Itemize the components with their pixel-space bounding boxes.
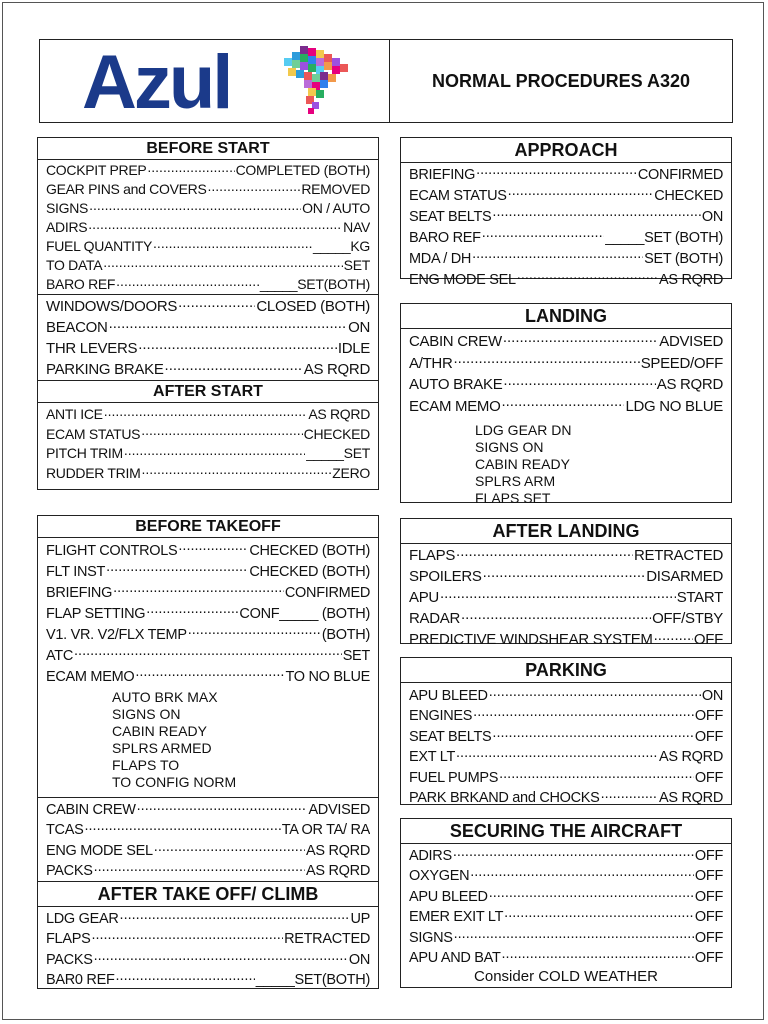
parking-list — [401, 683, 731, 808]
item-value: START — [676, 589, 723, 606]
item-value: AS RQRD — [659, 271, 723, 288]
leader-dots — [109, 317, 348, 332]
approach-list — [401, 163, 731, 290]
page-title: NORMAL PROCEDURES A320 — [431, 70, 691, 91]
item-label: PARK BRKAND and CHOCKS — [409, 790, 600, 806]
before-takeoff-list-2 — [38, 797, 378, 881]
azul-logo: Azul — [82, 40, 231, 125]
item-value: CLOSED (BOTH) — [256, 298, 370, 315]
landing-memo — [401, 417, 731, 507]
item-value: OFF — [694, 929, 723, 946]
checklist-row — [409, 948, 723, 969]
item-value: RETRACTED — [634, 547, 723, 564]
leader-dots — [654, 629, 693, 644]
leader-dots — [116, 970, 255, 985]
leader-dots — [89, 199, 301, 213]
item-value: ON — [701, 208, 723, 225]
item-label: BEACON — [46, 319, 108, 336]
landing-list — [401, 329, 731, 417]
leader-dots — [492, 726, 693, 741]
checklist-row — [409, 706, 723, 727]
checklist-row — [46, 840, 370, 861]
leader-dots — [88, 218, 342, 232]
checklist-row — [46, 296, 370, 317]
item-label: FUEL PUMPS — [409, 769, 499, 786]
checklist-row — [46, 256, 370, 275]
checklist-row — [409, 927, 723, 948]
leader-dots — [137, 799, 308, 814]
leader-dots — [178, 296, 255, 311]
checklist-row — [46, 237, 370, 256]
item-label: TCAS — [46, 822, 84, 838]
checklist-row — [46, 444, 370, 464]
item-value: ZERO — [332, 464, 370, 481]
item-label: APU — [409, 589, 439, 606]
item-label: FLAP SETTING — [46, 605, 146, 622]
section-title: BEFORE TAKEOFF — [38, 516, 378, 538]
leader-dots — [113, 582, 284, 597]
item-label: ENG MODE SEL — [46, 842, 153, 859]
leader-dots — [135, 666, 284, 681]
leader-dots — [147, 161, 234, 175]
brazil-map-icon — [278, 46, 350, 116]
parking-section — [400, 657, 732, 805]
item-value: AS RQRD — [306, 842, 370, 859]
checklist-row — [409, 269, 723, 290]
section-title: AFTER TAKE OFF/ CLIMB — [38, 881, 378, 907]
item-value: SPEED/OFF — [640, 354, 723, 372]
item-value: ON — [348, 951, 370, 968]
checklist-row — [46, 820, 370, 841]
item-value: IDLE — [337, 340, 370, 357]
item-value: AS RQRD — [306, 863, 370, 879]
leader-dots — [502, 948, 694, 963]
item-value: _____SET(BOTH) — [259, 276, 370, 292]
item-label: CABIN CREW — [46, 801, 136, 818]
checklist-row — [409, 629, 723, 650]
section-title: SECURING THE AIRCRAFT — [401, 819, 731, 844]
checklist-row — [409, 747, 723, 768]
item-value: OFF — [694, 950, 723, 966]
leader-dots — [454, 353, 640, 368]
leader-dots — [178, 540, 248, 555]
item-value: CONFIRMED — [284, 584, 370, 601]
leader-dots — [476, 164, 637, 179]
item-label: RUDDER TRIM — [46, 464, 141, 481]
checklist-row — [409, 845, 723, 866]
item-label: APU AND BAT — [409, 950, 501, 966]
checklist-row — [46, 645, 370, 666]
item-value: LDG NO BLUE — [625, 397, 723, 415]
item-value: REMOVED — [301, 181, 370, 197]
memo-line: TO CONFIG NORM — [112, 774, 237, 790]
memo-line: AUTO BRK MAX — [112, 689, 218, 705]
checklist-row — [46, 582, 370, 603]
item-label: APU BLEED — [409, 888, 488, 905]
item-label: COCKPIT PREP — [46, 162, 147, 178]
landing-section — [400, 303, 732, 506]
item-label: ANTI ICE — [46, 406, 103, 422]
checklist-row — [409, 587, 723, 608]
item-value: CHECKED (BOTH) — [249, 563, 370, 580]
item-value: AS RQRD — [308, 406, 370, 422]
securing-list — [401, 844, 731, 968]
checklist-row — [409, 374, 723, 396]
item-label: WINDOWS/DOORS — [46, 298, 178, 315]
item-value: _____SET(BOTH) — [255, 972, 370, 988]
leader-dots — [208, 180, 301, 194]
checklist-row — [46, 540, 370, 561]
leader-dots — [154, 840, 305, 855]
item-value: AS RQRD — [659, 790, 723, 806]
checklist-row — [46, 799, 370, 820]
checklist-row — [46, 861, 370, 882]
checklist-row — [46, 425, 370, 445]
item-value: (BOTH) — [321, 626, 370, 643]
item-label: PITCH TRIM — [46, 445, 123, 461]
leader-dots — [103, 256, 342, 270]
logo-cell — [40, 40, 390, 125]
leader-dots — [165, 359, 303, 374]
item-label: BRIEFING — [409, 166, 476, 183]
checklist-row — [46, 908, 370, 929]
item-label: APU BLEED — [409, 687, 488, 704]
item-label: ECAM STATUS — [46, 425, 141, 442]
after-landing-section — [400, 518, 732, 648]
checklist-row — [409, 185, 723, 206]
checklist-row — [409, 566, 723, 587]
item-value: TO NO BLUE — [285, 668, 370, 685]
item-value: _____SET — [306, 445, 370, 461]
leader-dots — [94, 861, 305, 876]
item-label: ECAM MEMO — [409, 397, 501, 415]
approach-section — [400, 137, 732, 288]
section-title: LANDING — [401, 304, 731, 329]
checklist-row — [46, 199, 370, 218]
item-label: LDG GEAR — [46, 910, 119, 927]
item-label: ENG MODE SEL — [409, 271, 516, 288]
checklist-row — [409, 396, 723, 418]
item-label: BARO REF — [46, 276, 116, 292]
item-label: THR LEVERS — [46, 340, 138, 357]
item-value: OFF — [694, 769, 723, 786]
memo-line: FLAPS TO — [112, 757, 180, 773]
item-label: BARO REF — [409, 229, 481, 246]
before-start-list — [38, 160, 378, 294]
item-value: CHECKED — [654, 187, 723, 204]
leader-dots — [453, 845, 694, 860]
leader-dots — [116, 275, 259, 289]
checklist-row — [46, 218, 370, 237]
checklist-row — [409, 206, 723, 227]
leader-dots — [508, 185, 654, 200]
item-value: DISARMED — [646, 568, 723, 585]
item-value: CONF_____ (BOTH) — [239, 605, 370, 622]
checklist-row — [46, 603, 370, 624]
item-label: PACKS — [46, 951, 93, 968]
item-label: PACKS — [46, 863, 93, 879]
leader-dots — [492, 206, 700, 221]
item-label: ENGINES — [409, 708, 473, 724]
section-title: AFTER START — [38, 380, 378, 403]
leader-dots — [461, 608, 651, 623]
checklist-row — [46, 970, 370, 991]
checklist-row — [46, 624, 370, 645]
leader-dots — [482, 227, 605, 242]
item-label: SIGNS — [409, 929, 453, 946]
checklist-row — [46, 929, 370, 950]
item-value: CHECKED — [303, 425, 370, 442]
item-label: ATC — [46, 647, 74, 664]
note-text: Consider COLD WEATHER — [474, 968, 658, 985]
leader-dots — [141, 425, 302, 439]
leader-dots — [483, 566, 646, 581]
before-start-section — [37, 137, 379, 490]
item-label: BRIEFING — [46, 584, 113, 601]
leader-dots — [501, 396, 624, 411]
item-label: GEAR PINS and COVERS — [46, 181, 207, 197]
item-value: OFF/STBY — [652, 610, 723, 627]
item-label: ECAM STATUS — [409, 187, 507, 204]
leader-dots — [153, 237, 312, 251]
item-label: AUTO BRAKE — [409, 376, 503, 393]
leader-dots — [84, 820, 280, 835]
item-value: ON / AUTO — [302, 200, 370, 216]
leader-dots — [124, 444, 305, 458]
memo-line: CABIN READY — [475, 456, 570, 472]
leader-dots — [440, 587, 676, 602]
item-value: _____SET (BOTH) — [605, 229, 723, 246]
leader-dots — [104, 405, 308, 419]
checklist-row — [46, 949, 370, 970]
checklist-row — [409, 545, 723, 566]
item-value: TA OR TA/ RA — [281, 822, 370, 838]
checklist-row — [409, 331, 723, 353]
leader-dots — [489, 685, 701, 700]
checklist-row — [46, 464, 370, 484]
item-value: SET — [343, 257, 370, 273]
item-value: UP — [350, 910, 370, 927]
item-label: ECAM MEMO — [46, 668, 135, 685]
item-value: OFF — [694, 909, 723, 925]
checklist-row — [409, 767, 723, 788]
item-label: FLT INST — [46, 563, 106, 580]
item-label: A/THR — [409, 354, 453, 372]
checklist-row — [409, 726, 723, 747]
memo-line: SIGNS ON — [475, 439, 544, 455]
item-label: SPOILERS — [409, 568, 482, 585]
leader-dots — [188, 624, 321, 639]
leader-dots — [517, 269, 658, 284]
item-label: FUEL QUANTITY — [46, 238, 153, 254]
memo-line: SIGNS ON — [112, 706, 181, 722]
item-value: OFF — [694, 888, 723, 905]
item-label: FLIGHT CONTROLS — [46, 542, 178, 559]
item-label: OXYGEN — [409, 868, 470, 884]
checklist-row — [409, 788, 723, 809]
checklist-row — [409, 907, 723, 928]
checklist-row — [409, 886, 723, 907]
section-title: APPROACH — [401, 138, 731, 163]
memo-line: LDG GEAR DN — [475, 422, 572, 438]
item-value: SET — [342, 647, 370, 664]
item-value: ON — [701, 687, 723, 704]
item-value: AS RQRD — [303, 361, 370, 378]
leader-dots — [472, 248, 643, 263]
checklist-row — [409, 227, 723, 248]
item-value: NAV — [343, 219, 370, 235]
item-value: AS RQRD — [656, 376, 723, 393]
leader-dots — [138, 338, 337, 353]
item-label: FLAPS — [409, 547, 456, 564]
item-label: SEAT BELTS — [409, 208, 492, 225]
leader-dots — [470, 866, 694, 881]
item-label: ADIRS — [409, 847, 452, 864]
item-value: AS RQRD — [659, 749, 723, 765]
after-takeoff-list — [38, 907, 378, 990]
checklist-row — [409, 164, 723, 185]
leader-dots — [91, 929, 283, 944]
checklist-row — [46, 317, 370, 338]
item-value: OFF — [694, 728, 723, 745]
checklist-row — [46, 666, 370, 687]
item-label: MDA / DH — [409, 250, 472, 267]
leader-dots — [456, 545, 633, 560]
leader-dots — [499, 767, 694, 782]
after-landing-list — [401, 544, 731, 650]
leader-dots — [141, 464, 331, 478]
memo-line: CABIN READY — [112, 723, 207, 739]
item-value: CONFIRMED — [637, 166, 723, 183]
checklist-row — [409, 248, 723, 269]
memo-line: SPLRS ARM — [475, 473, 556, 489]
item-value: OFF — [694, 847, 723, 864]
before-start-list-2 — [38, 294, 378, 380]
checklist-row — [46, 359, 370, 380]
memo-line: FLAPS SET — [475, 490, 551, 506]
checklist-row — [46, 275, 370, 294]
leader-dots — [489, 886, 694, 901]
item-label: SIGNS — [46, 200, 89, 216]
checklist-row — [46, 338, 370, 359]
checklist-row — [46, 561, 370, 582]
item-label: RADAR — [409, 610, 461, 627]
header — [39, 39, 733, 123]
leader-dots — [473, 706, 694, 721]
item-value: CHECKED (BOTH) — [249, 542, 370, 559]
checklist-row — [46, 161, 370, 180]
item-value: COMPLETED (BOTH) — [235, 162, 370, 178]
leader-dots — [454, 927, 694, 942]
before-takeoff-memo — [38, 687, 378, 797]
checklist-row — [46, 180, 370, 199]
item-value: ON — [348, 319, 370, 336]
item-value: OFF — [694, 708, 723, 724]
leader-dots — [503, 331, 658, 346]
leader-dots — [74, 645, 342, 660]
checklist-row — [409, 685, 723, 706]
item-label: V1. VR. V2/FLX TEMP — [46, 626, 187, 643]
item-value: ADVISED — [308, 801, 370, 818]
item-label: BAR0 REF — [46, 972, 115, 988]
item-label: FLAPS — [46, 931, 91, 947]
item-label: ADIRS — [46, 219, 88, 235]
securing-section — [400, 818, 732, 988]
after-start-list — [38, 403, 378, 483]
checklist-row — [409, 608, 723, 629]
item-label: PARKING BRAKE — [46, 361, 164, 378]
memo-line: SPLRS ARMED — [112, 740, 212, 756]
leader-dots — [503, 374, 655, 389]
leader-dots — [106, 561, 248, 576]
checklist-row — [46, 405, 370, 425]
leader-dots — [504, 907, 694, 922]
checklist-row — [409, 353, 723, 375]
item-value: RETRACTED — [284, 931, 370, 947]
before-takeoff-section — [37, 515, 379, 989]
item-label: EMER EXIT LT — [409, 909, 504, 925]
item-value: ADVISED — [659, 333, 723, 350]
leader-dots — [601, 788, 658, 803]
item-value: OFF — [694, 868, 723, 884]
item-value: _____KG — [312, 238, 370, 254]
section-title: BEFORE START — [38, 138, 378, 160]
item-label: SEAT BELTS — [409, 728, 492, 745]
item-value: SET (BOTH) — [644, 250, 723, 267]
leader-dots — [120, 908, 350, 923]
item-label: CABIN CREW — [409, 333, 502, 350]
item-label: TO DATA — [46, 257, 103, 273]
item-label: PREDICTIVE WINDSHEAR SYSTEM — [409, 631, 653, 648]
before-takeoff-list — [38, 538, 378, 687]
checklist-row — [409, 866, 723, 887]
leader-dots — [94, 949, 348, 964]
leader-dots — [146, 603, 238, 618]
item-value: OFF — [693, 631, 723, 648]
section-title: AFTER LANDING — [401, 519, 731, 544]
leader-dots — [456, 747, 658, 762]
section-title: PARKING — [401, 658, 731, 683]
item-label: EXT LT — [409, 749, 456, 765]
